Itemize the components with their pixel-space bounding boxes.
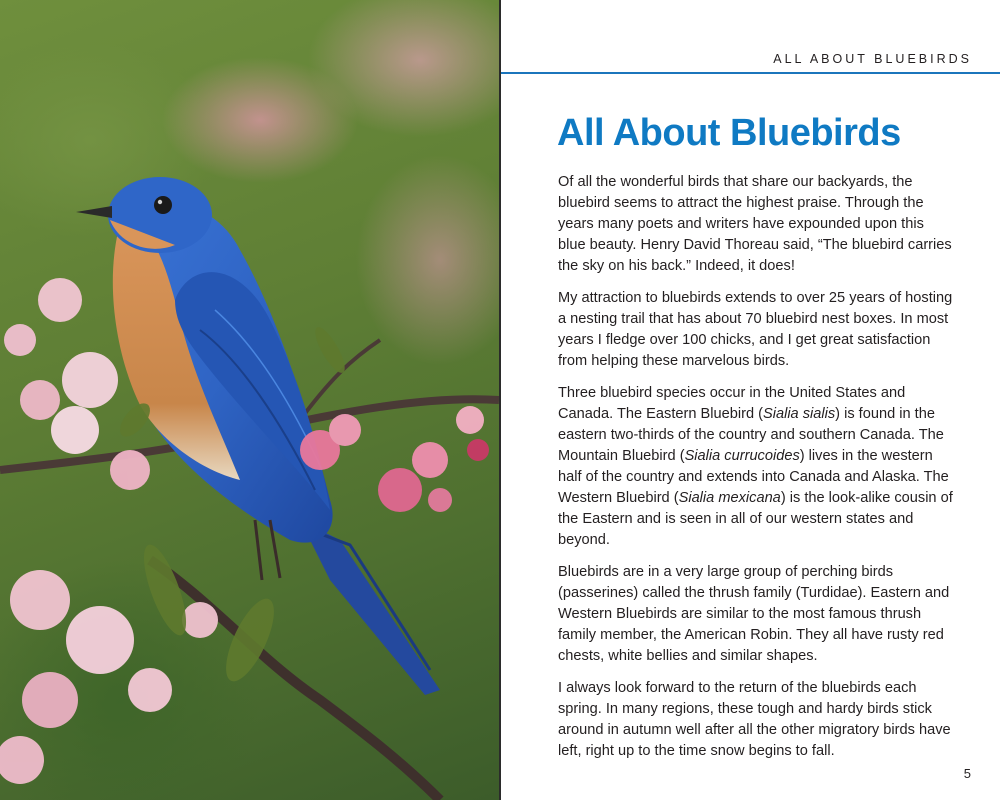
page-title: All About Bluebirds	[557, 112, 901, 154]
species-name: Sialia mexicana	[678, 490, 781, 506]
bluebird-illustration	[0, 0, 499, 800]
paragraph	[558, 172, 953, 277]
paragraph	[558, 288, 953, 372]
bird-eye	[154, 196, 172, 214]
paragraph	[558, 562, 953, 667]
text-run: I always look forward to the return of the bluebirds each spring. In many regions, these tough and hardy birds stick around in autumn well after all the other migratory birds have left, right up to the time snow begins to fall.	[558, 680, 951, 759]
species-name: Sialia currucoides	[684, 448, 800, 464]
text-page	[501, 0, 1000, 800]
text-run: Of all the wonderful birds that share our backyards, the bluebird seems to attract the highest praise. Through the years many poets and writers have expounded upon this blue beauty. Henry David Thoreau said, “The bluebird carries the sky on his back.” Indeed, it does!	[558, 174, 952, 274]
species-name: Sialia sialis	[762, 406, 836, 422]
bluebird-photo	[0, 0, 499, 800]
text-run: ) is the look-alike cousin of the Eastern and is seen in all of our western states and beyond.	[558, 490, 953, 548]
text-run: My attraction to bluebirds extends to over 25 years of hosting a nesting trail that has about 70 bluebird nest boxes. In most years I fledge over 100 chicks, and I get great satisfaction from helping these marvelous birds.	[558, 290, 953, 369]
paragraph	[558, 383, 953, 551]
running-head: ALL ABOUT BLUEBIRDS	[773, 52, 972, 66]
paragraph	[558, 678, 953, 762]
text-run: Three bluebird species occur in the United States and Canada. The Eastern Bluebird (	[558, 385, 906, 422]
body-text	[558, 172, 953, 773]
bird-beak	[76, 206, 112, 218]
text-run: Bluebirds are in a very large group of perching birds (passerines) called the thrush family (Turdidae). Eastern and Western Bluebirds are similar to the most famous thrush family member, the American Robin. They all have rusty red chests, white bellies and similar shapes.	[558, 564, 950, 664]
text-run: ) lives in the western half of the country and extends into Canada and Alaska. The Western Bluebird (	[558, 448, 949, 506]
lower-branch	[150, 560, 440, 800]
text-run: ) is found in the eastern two-thirds of the country and southern Canada. The Mountain Bluebird (	[558, 406, 944, 464]
page-number: 5	[963, 766, 971, 781]
header-rule	[501, 72, 1000, 74]
bird-tail	[300, 520, 440, 695]
